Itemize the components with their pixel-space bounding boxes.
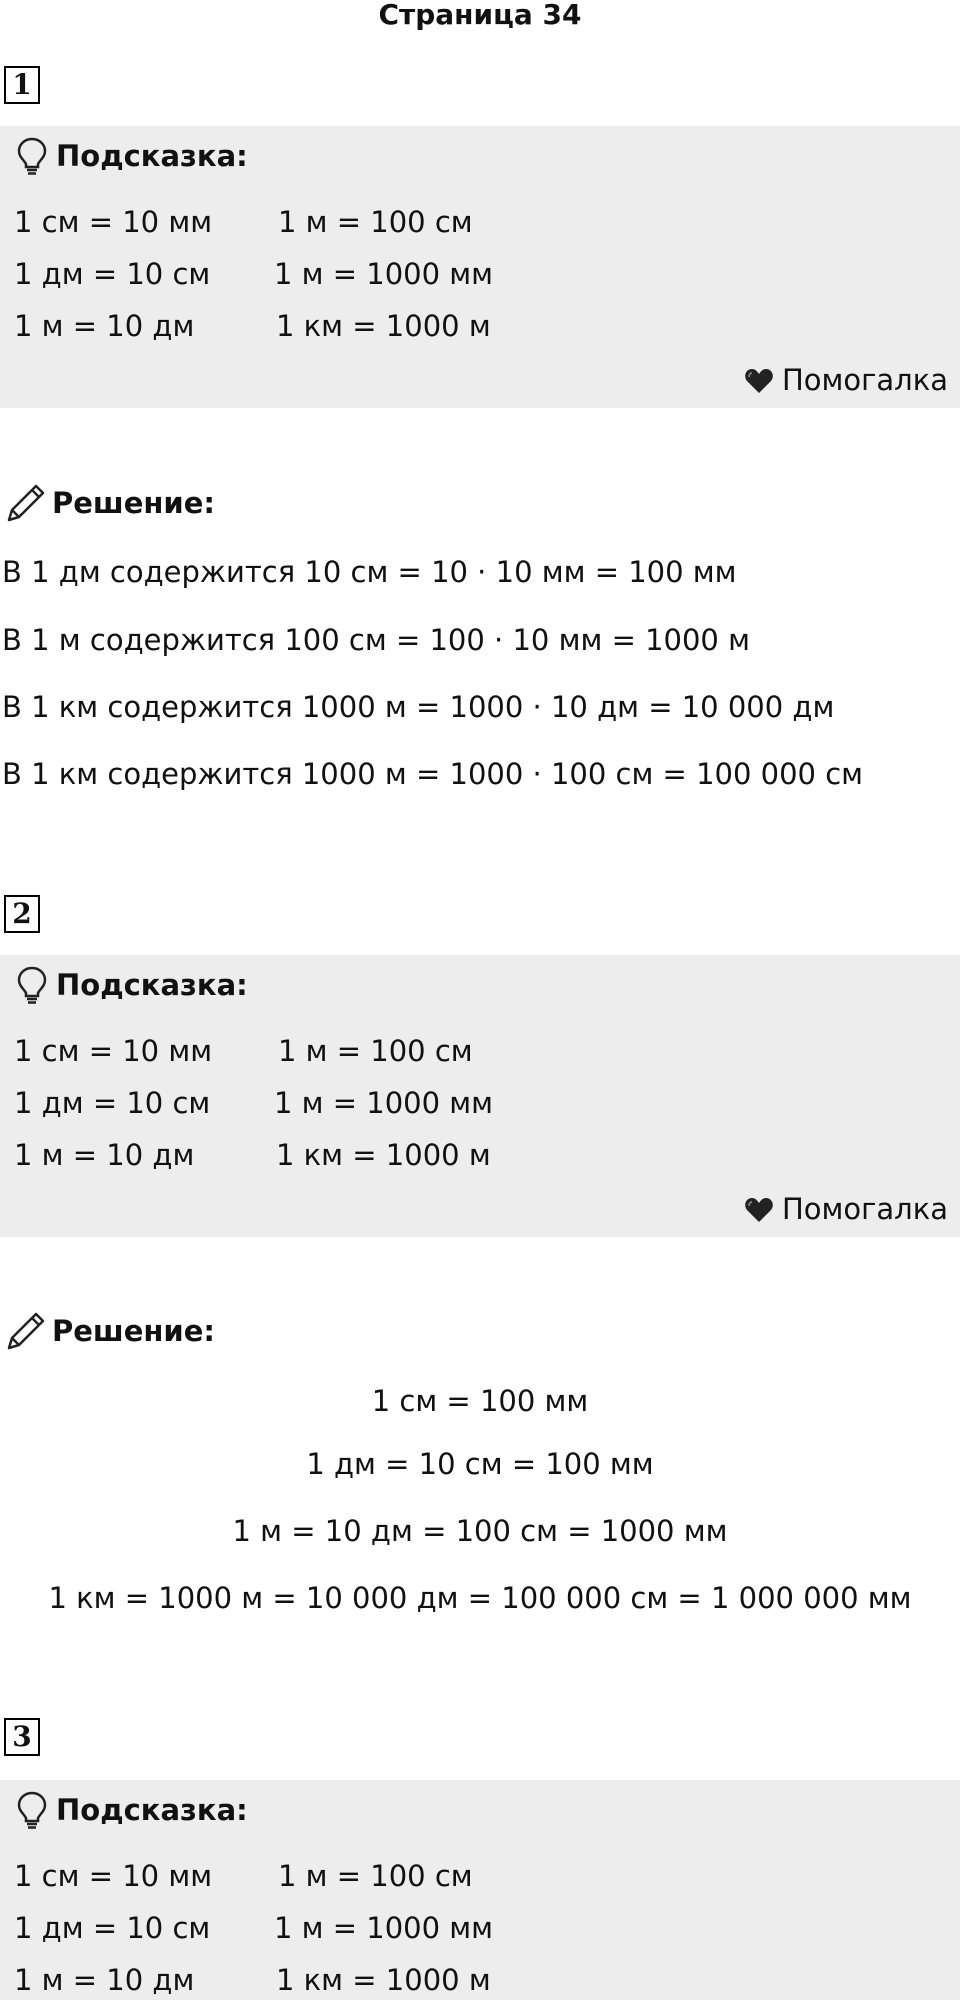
solution-line: В 1 м содержится 100 см = 100 · 10 мм = 1000 м <box>2 623 750 657</box>
formula: 1 м = 10 дм <box>14 1963 195 1997</box>
task-number-3: 3 <box>4 1718 40 1756</box>
pencil-icon <box>6 483 46 523</box>
hint-box-2 <box>0 955 960 1237</box>
formula: 1 м = 100 см <box>278 205 473 239</box>
page-title: Страница 34 <box>378 0 582 31</box>
formula: 1 см = 10 мм <box>14 205 213 239</box>
hint-title: Подсказка: <box>56 968 248 1002</box>
formula: 1 дм = 10 см <box>14 1911 211 1945</box>
formula: 1 км = 1000 м <box>276 309 491 343</box>
heart-icon <box>744 1196 774 1222</box>
lightbulb-icon <box>16 136 48 176</box>
formula: 1 м = 1000 мм <box>274 1911 494 1945</box>
lightbulb-icon <box>16 965 48 1005</box>
hint-header <box>16 136 248 176</box>
formula: 1 км = 1000 м <box>276 1963 491 1997</box>
formula: 1 дм = 10 см <box>14 257 211 291</box>
hint-title: Подсказка: <box>56 1793 248 1827</box>
hint-header <box>16 1790 248 1830</box>
heart-icon <box>744 367 774 393</box>
brand-link[interactable] <box>744 362 948 398</box>
hint-box-1 <box>0 126 960 408</box>
formula: 1 м = 1000 мм <box>274 257 494 291</box>
solution-header <box>6 1310 215 1352</box>
solution-line: В 1 км содержится 1000 м = 1000 · 100 см = 100 000 см <box>2 757 864 791</box>
solution-line: 1 дм = 10 см = 100 мм <box>306 1447 654 1481</box>
brand-link[interactable] <box>744 1191 948 1227</box>
brand-label: Помогалка <box>782 1192 948 1226</box>
formula: 1 см = 10 мм <box>14 1859 213 1893</box>
solution-title: Решение: <box>52 1314 216 1348</box>
solution-title: Решение: <box>52 486 216 520</box>
solution-header <box>6 482 215 524</box>
task-number-2: 2 <box>4 895 40 933</box>
formula: 1 км = 1000 м <box>276 1138 491 1172</box>
formula: 1 м = 1000 мм <box>274 1086 494 1120</box>
formula: 1 дм = 10 см <box>14 1086 211 1120</box>
brand-label: Помогалка <box>782 363 948 397</box>
task-number-1: 1 <box>4 66 40 104</box>
solution-line: 1 м = 10 дм = 100 см = 1000 мм <box>232 1514 728 1548</box>
formula: 1 м = 10 дм <box>14 1138 195 1172</box>
hint-title: Подсказка: <box>56 139 248 173</box>
formula: 1 см = 10 мм <box>14 1034 213 1068</box>
solution-line: 1 км = 1000 м = 10 000 дм = 100 000 см = 1 000 000 мм <box>48 1581 912 1615</box>
solution-line: 1 см = 100 мм <box>371 1384 589 1418</box>
hint-box-3 <box>0 1780 960 2000</box>
formula: 1 м = 10 дм <box>14 309 195 343</box>
pencil-icon <box>6 1311 46 1351</box>
formula: 1 м = 100 см <box>278 1034 473 1068</box>
solution-line: В 1 км содержится 1000 м = 1000 · 10 дм = 10 000 дм <box>2 690 835 724</box>
formula: 1 м = 100 см <box>278 1859 473 1893</box>
solution-line: В 1 дм содержится 10 см = 10 · 10 мм = 100 мм <box>2 555 737 589</box>
hint-header <box>16 965 248 1005</box>
lightbulb-icon <box>16 1790 48 1830</box>
